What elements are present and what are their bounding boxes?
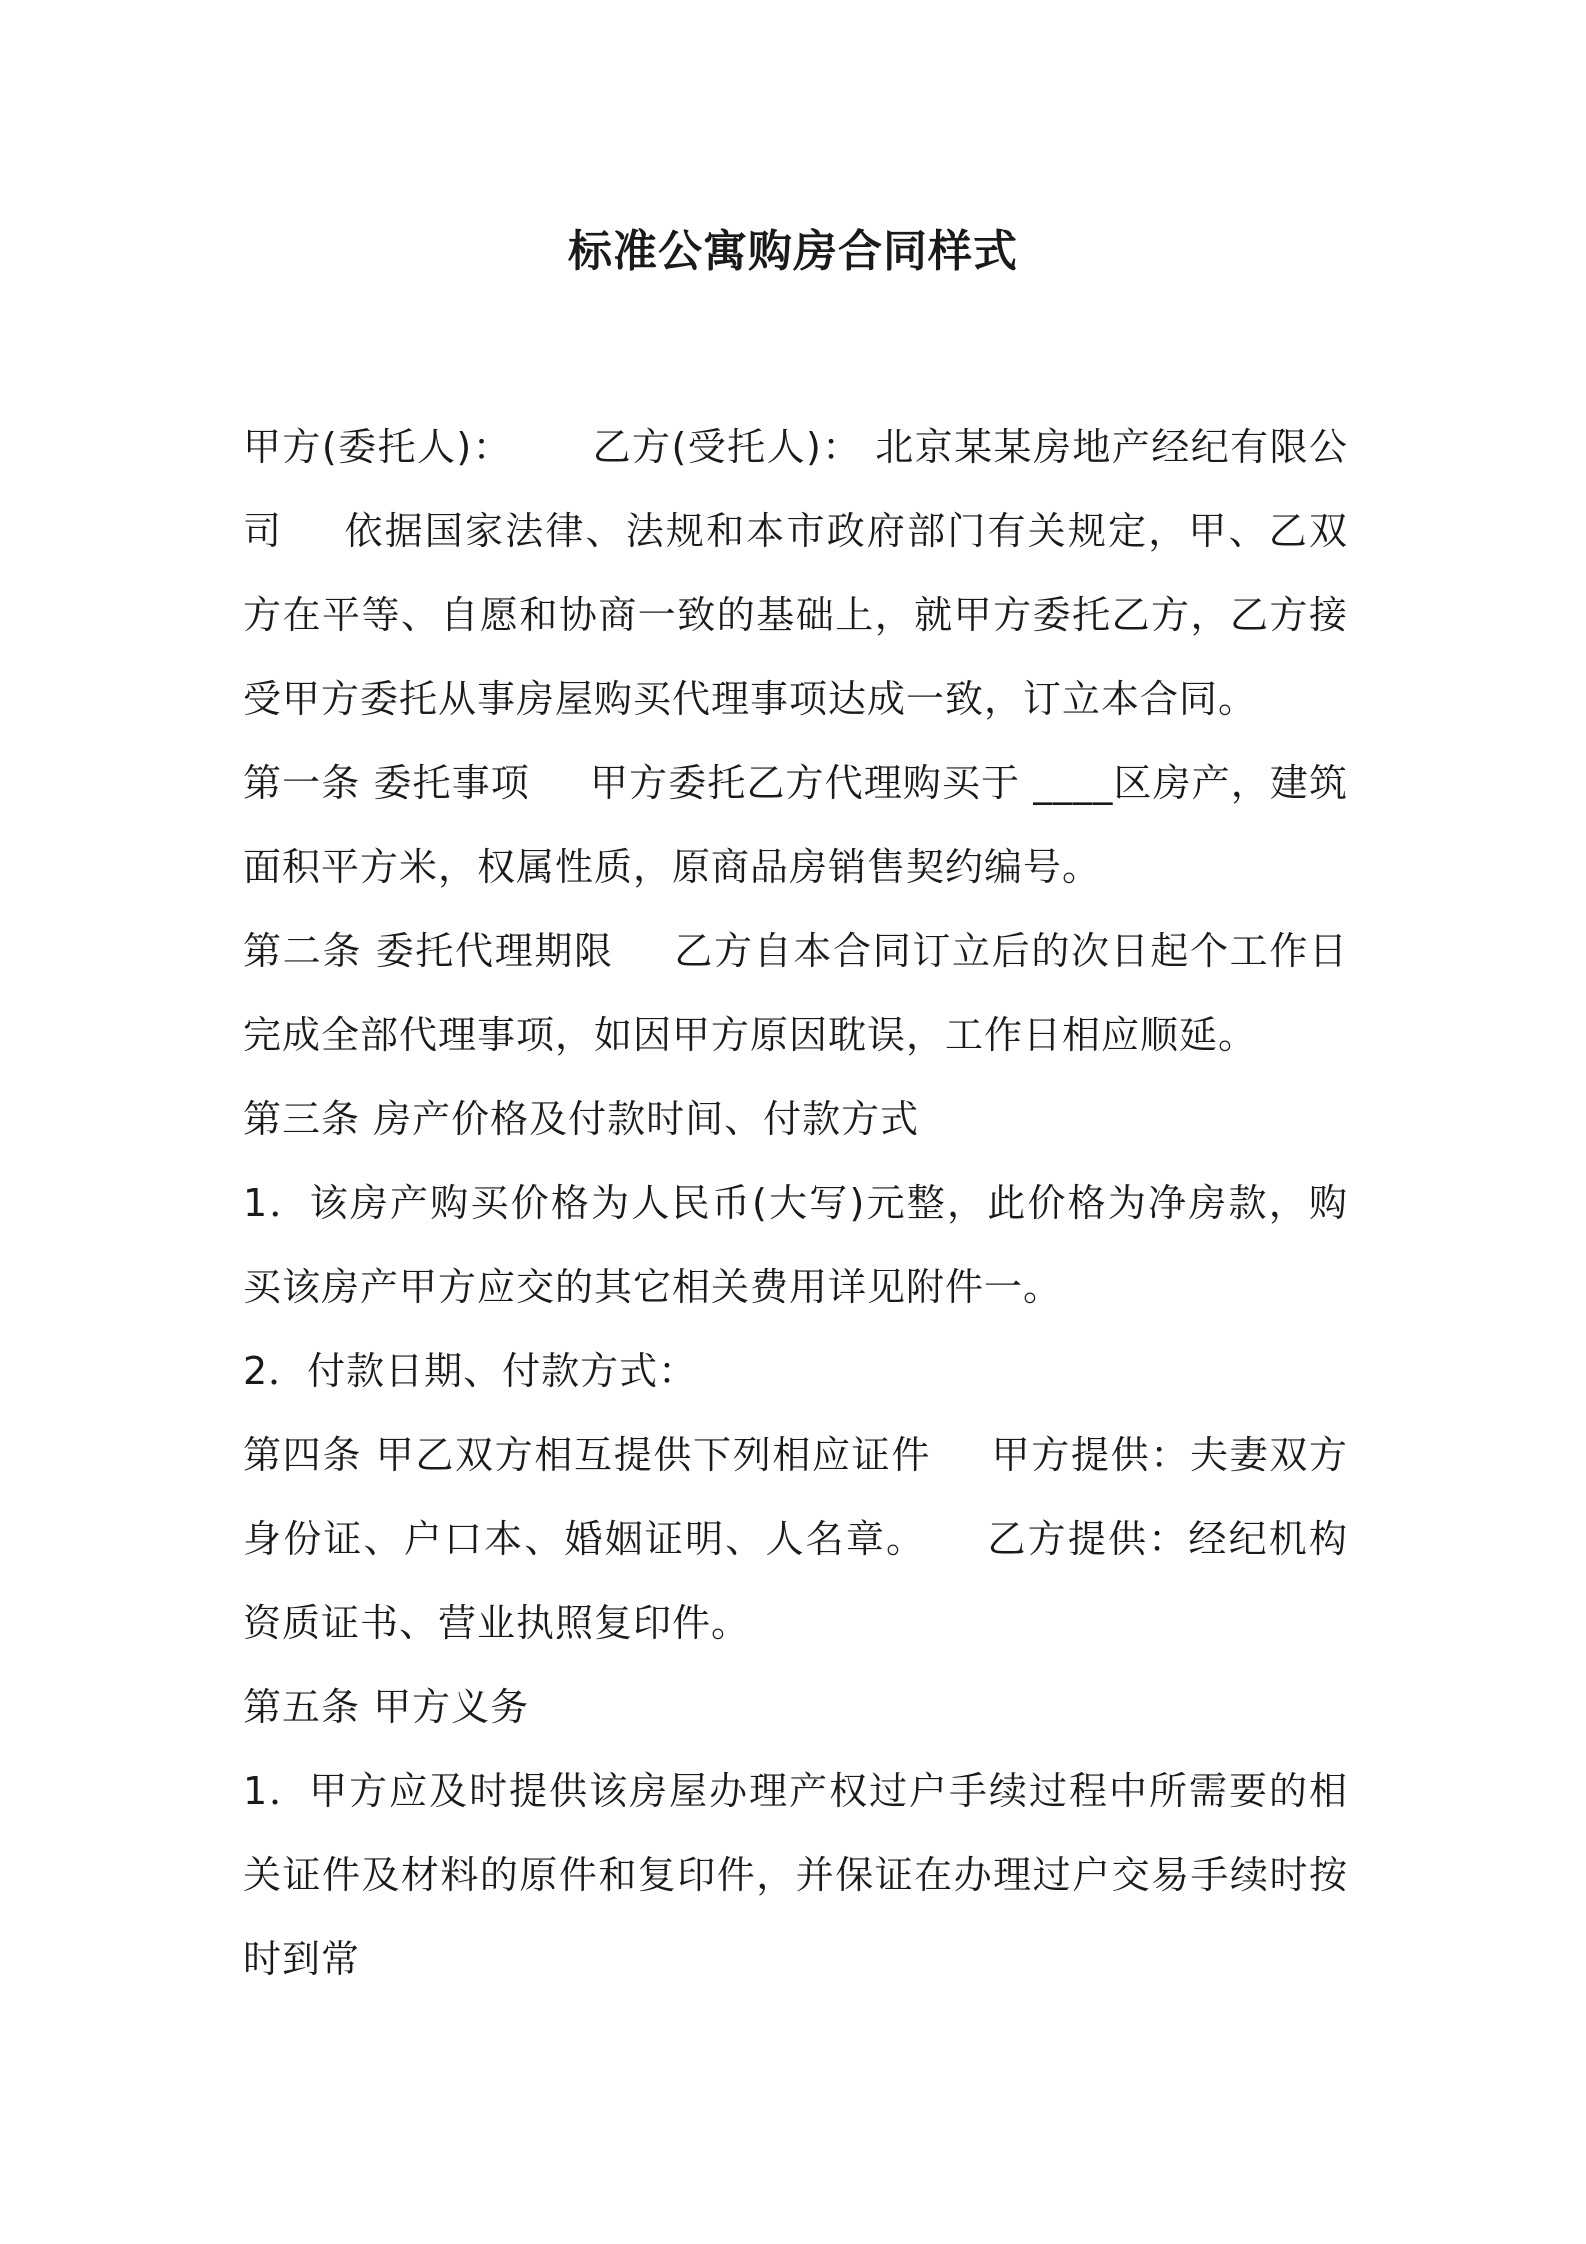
article-5-item-1: 1．甲方应及时提供该房屋办理产权过户手续过程中所需要的相关证件及材料的原件和复印件，并保证在办理过户交易手续时按时到常 [243, 1769, 1348, 1981]
article-4-party-b: 乙方提供：经纪机构资质证书、营业执照复印件。 [243, 1517, 1348, 1645]
article-3-item-1: 1．该房产购买价格为人民币(大写)元整，此价格为净房款，购买该房产甲方应交的其它相关费用详见附件一。 [243, 1181, 1348, 1309]
article-2 [243, 909, 1348, 1077]
preamble-text: 依据国家法律、法规和本市政府部门有关规定，甲、乙双方在平等、自愿和协商一致的基础上，就甲方委托乙方，乙方接受甲方委托从事房屋购买代理事项达成一致，订立本合同。 [243, 509, 1348, 721]
article-5-heading: 第五条 甲方义务 [243, 1685, 530, 1729]
document-title: 标准公寓购房合同样式 [568, 226, 1018, 277]
article-4-heading: 第四条 甲乙双方相互提供下列相应证件 [243, 1433, 932, 1477]
article-1 [243, 741, 1348, 909]
party-a-label: 甲方(委托人)： [243, 425, 513, 469]
article-1-text: 甲方委托乙方代理购买于 ____区房产，建筑面积平方米，权属性质，原商品房销售契约编号。 [243, 761, 1348, 889]
article-4 [243, 1413, 1348, 1665]
parties-paragraph [243, 405, 1348, 741]
article-2-heading: 第二条 委托代理期限 [243, 929, 614, 973]
document-body [243, 405, 1348, 2001]
article-1-heading: 第一条 委托事项 [243, 761, 530, 805]
article-2-text: 乙方自本合同订立后的次日起个工作日完成全部代理事项，如因甲方原因耽误，工作日相应顺延。 [243, 929, 1348, 1057]
article-4-party-a: 甲方提供：夫妻双方身份证、户口本、婚姻证明、人名章。 [243, 1433, 1348, 1561]
party-b-text: 乙方(受托人)： 北京某某房地产经纪有限公司 [243, 425, 1349, 553]
article-3-heading: 第三条 房产价格及付款时间、付款方式 [243, 1097, 920, 1141]
article-3-item-2: 2．付款日期、付款方式： [243, 1349, 698, 1393]
